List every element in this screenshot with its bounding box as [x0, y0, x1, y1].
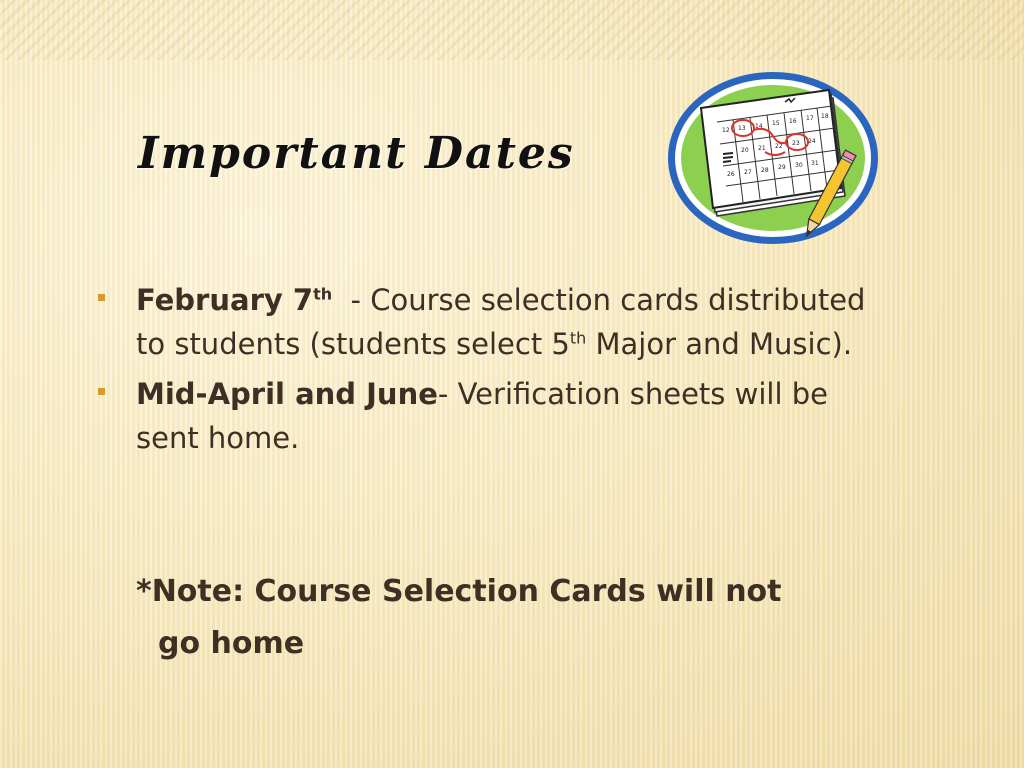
bullet-text-suffix: th: [569, 328, 587, 348]
calendar-number: 15: [772, 120, 780, 127]
calendar-number: 29: [778, 164, 786, 171]
bullet-description-end: Major and Music).: [586, 327, 853, 361]
bullet-text-february: [136, 278, 896, 366]
calendar-number: 30: [795, 162, 803, 169]
calendar-number: 26: [727, 171, 735, 178]
calendar-number: 17: [806, 115, 814, 122]
note-text: [136, 566, 782, 670]
calendar-number: 21: [758, 145, 766, 152]
bullet-text-mid-april: [136, 372, 896, 460]
calendar-number: 24: [808, 138, 816, 145]
calendar-number: 22: [775, 143, 783, 150]
bullet-date: February 7: [136, 283, 314, 317]
bullet-square-icon: [98, 388, 105, 395]
list-item: [98, 278, 898, 366]
calendar-number: 16: [789, 118, 797, 125]
calendar-number: 18: [821, 113, 829, 120]
bullet-description: - Course selection cards distributed to students (students select 5: [136, 283, 875, 361]
note-line-1: *Note: Course Selection Cards will not: [136, 574, 782, 609]
list-item: [98, 372, 898, 460]
calendar-number: 27: [744, 169, 752, 176]
bullet-description: - Verification sheets will be sent home.: [136, 377, 828, 455]
calendar-number: 14: [755, 123, 763, 130]
slide-title: Important Dates: [138, 128, 575, 179]
bullet-square-icon: [98, 294, 105, 301]
decorative-stripes: [0, 0, 1024, 60]
bullet-date-suffix: th: [313, 284, 333, 304]
calendar-number: 28: [761, 167, 769, 174]
calendar-number: 23: [792, 140, 800, 147]
bullet-list: [98, 278, 898, 466]
calendar-number: 13: [738, 125, 746, 132]
calendar-number: 31: [811, 160, 819, 167]
calendar-number: 20: [741, 147, 749, 154]
calendar-with-pencil-icon: [665, 68, 885, 258]
bullet-date: Mid-April and June: [136, 377, 438, 411]
calendar-number: 12: [722, 127, 730, 134]
note-line-2: go home: [158, 626, 305, 661]
